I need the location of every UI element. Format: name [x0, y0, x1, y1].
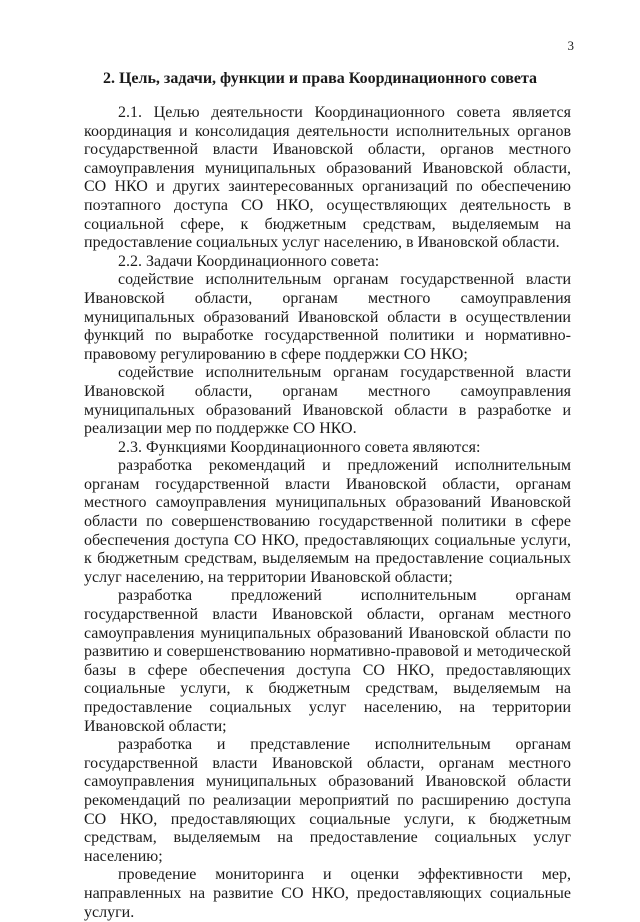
page-number: 3 [567, 38, 574, 53]
document-body [84, 104, 571, 922]
paragraph-tasks-heading: 2.2. Задачи Координационного совета: [118, 252, 380, 270]
paragraph-function-3: разработка и представление исполнительным органам государственной власти Ивановской области, органам местного самоуправления муниципальных образований Ивановской области рекомендаций по реализации мероприятий по расширению доступа СО НКО, предоставляющих социальные услуги, к бюджетным средствам, выделяемым на предоставление социальных услуг населению; [84, 736, 571, 865]
paragraph-functions-heading: 2.3. Функциями Координационного совета являются: [118, 438, 481, 456]
section-heading: 2. Цель, задачи, функции и права Координационного совета [102, 70, 538, 87]
paragraph-task-1: содействие исполнительным органам государственной власти Ивановской области, органам местного самоуправления муниципальных образований Ивановской области в осуществлении функций по выработке государственной политики и нормативно-правовому регулированию в сфере поддержки СО НКО; [84, 271, 571, 363]
paragraph-task-2: содействие исполнительным органам государственной власти Ивановской области, органам местного самоуправления муниципальных образований Ивановской области в разработке и реализации мер по поддержке СО НКО. [84, 364, 571, 438]
paragraph-function-4: проведение мониторинга и оценки эффективности мер, направленных на развитие СО НКО, предоставляющих социальные услуги. [84, 866, 571, 921]
paragraph-function-1: разработка рекомендаций и предложений исполнительным органам государственной власти Ивановской области, органам местного самоуправления муниципальных образований Ивановской области по совершенствованию государственной политики в сфере обеспечения доступа СО НКО, предоставляющих социальные услуги, к бюджетным средствам, выделяемым на предоставление социальных услуг населению, на территории Ивановской области; [84, 457, 571, 586]
paragraph-goal: 2.1. Целью деятельности Координационного совета является координация и консолидация деятельности исполнительных органов государственной власти Ивановской области, органов местного самоуправления муниципальных образований Ивановской области, СО НКО и других заинтересованных организаций по обеспечению поэтапного доступа СО НКО, осуществляющих деятельность в социальной сфере, к бюджетным средствам, выделяемым на предоставление социальных услуг населению, в Ивановской области. [84, 104, 571, 252]
paragraph-function-2: разработка предложений исполнительным органам государственной власти Ивановской области, органам местного самоуправления муниципальных образований Ивановской области по развитию и совершенствованию нормативно-правовой и методической базы в сфере обеспечения доступа СО НКО, предоставляющих социальные услуги, к бюджетным средствам, выделяемым на предоставление социальных услуг населению, на территории Ивановской области; [84, 587, 571, 735]
